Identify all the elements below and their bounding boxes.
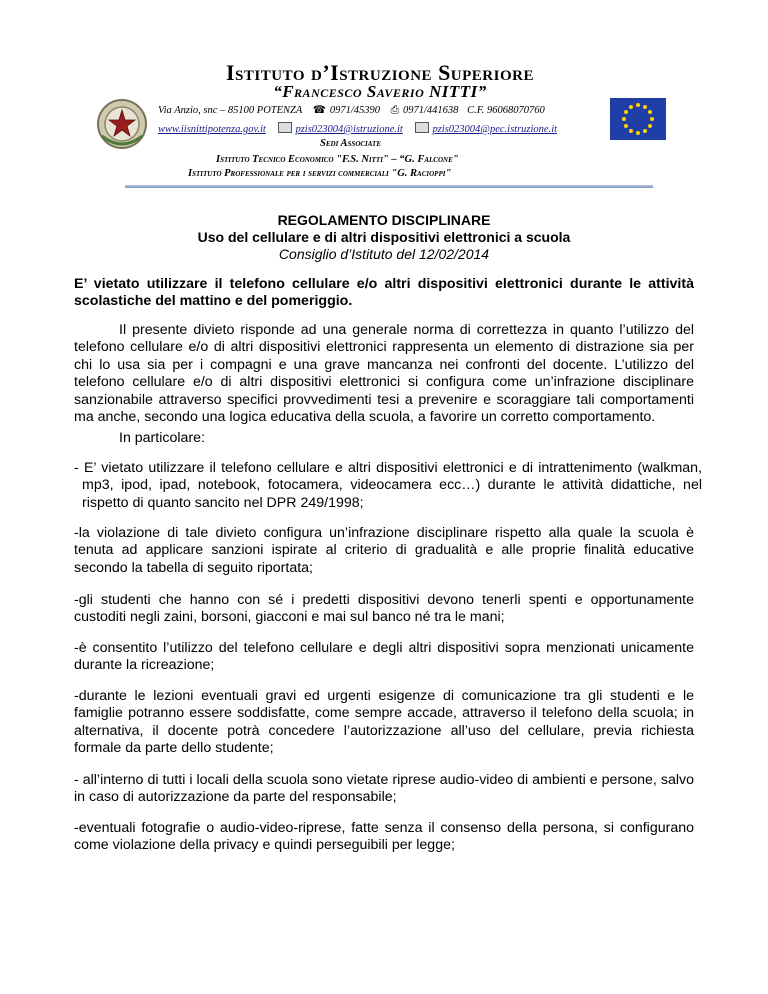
prohibition-statement: E’ vietato utilizzare il telefono cellulare e/o altri dispositivi elettronici durante le attività scolastiche del mattino e del pomeriggio.: [74, 276, 694, 310]
associated-site-2: Istituto Professionale per i servizi commerciali "G. Racioppi": [188, 168, 452, 179]
associated-site-1: Istituto Tecnico Economico "F.S. Nitti" – “G. Falcone": [216, 154, 459, 165]
rule-item: -è consentito l’utilizzo del telefono cellulare e degli altri dispositivi sopra menzionati unicamente durante la ricreazione;: [74, 640, 694, 674]
document-title: REGOLAMENTO DISCIPLINARE: [277, 212, 491, 228]
document-date-line: Consiglio d’Istituto del 12/02/2014: [278, 246, 490, 262]
phone-number: 0971/45390: [329, 105, 380, 116]
institute-heading: Istituto d’Istruzione Superiore: [226, 60, 534, 85]
rule-item: - all’interno di tutti i locali della scuola sono vietate riprese audio-video di ambienti e persone, salvo in caso di autorizzazione da parte del responsabile;: [74, 772, 694, 806]
email-icon: [278, 122, 292, 133]
document-title-block: [0, 212, 768, 263]
in-particolare-label: In particolare:: [119, 430, 205, 446]
address: Via Anzio, snc – 85100 POTENZA: [158, 105, 303, 116]
rule-item: -durante le lezioni eventuali gravi ed urgenti esigenze di comunicazione tra gli studenti e le famiglie potranno essere soddisfatte, come sempre accade, attraverso il telefono della scuola; in alternativa, il docente potrà concedere l’autorizzazione all’uso del cellulare, previa richiesta formale da parte dello studente;: [74, 688, 694, 757]
intro-paragraph: Il presente divieto risponde ad una generale norma di correttezza in quanto l’utilizzo del telefono cellulare e/o di altri dispositivi elettronici rappresenta un elemento di distrazione sia per chi lo usa sia per i compagni e una grave mancanza nei confronti del docente. L’utilizzo del telefono cellulare e/o di altri dispositivi elettronici si configura come un’infrazione disciplinare sanzionabile attraverso specifici provvedimenti tesi a prevenire e scoraggiare tali comportamenti ma anche, secondo una logica educativa della scuola, a favorire un corretto comportamento.: [74, 322, 694, 426]
rule-item: -gli studenti che hanno con sé i predetti dispositivi devono tenerli spenti e opportunamente custoditi negli zaini, borsoni, giacconi e mai sul banco né tra le mani;: [74, 592, 694, 626]
document-subtitle: Uso del cellulare e di altri dispositivi elettronici a scuola: [197, 229, 571, 245]
italian-republic-emblem: [94, 96, 150, 152]
eu-flag-icon: [610, 98, 666, 140]
contacts-line: [158, 122, 557, 135]
address-line: [158, 104, 545, 117]
pec-icon: [415, 122, 429, 133]
rule-item: -la violazione di tale divieto configura un’infrazione disciplinare rispetto alla quale la scuola è tenuta ad applicare sanzioni ispirate al criterio di gradualità e alle proprie finalità educative secondo la tabella di seguito riportata;: [74, 525, 694, 576]
pec-link[interactable]: pzis023004@pec.istruzione.it: [432, 124, 558, 135]
fax-number: 0971/441638: [403, 105, 459, 116]
rule-item: - E’ vietato utilizzare il telefono cellulare e altri dispositivi elettronici e di intrattenimento (walkman, mp3, ipod, ipad, notebook, fotocamera, videocamera ecc…) durante le attività didattiche, nel rispetto di quanto sancito nel DPR 249/1998;: [74, 460, 702, 511]
associated-sites-heading: Sedi Associate: [320, 138, 381, 149]
phone-icon: ☎: [312, 105, 326, 116]
email-link[interactable]: pzis023004@istruzione.it: [295, 124, 403, 135]
institute-name: “Francesco Saverio NITTI”: [273, 82, 487, 101]
rule-item: -eventuali fotografie o audio-video-riprese, fatte senza il consenso della persona, si configurano come violazione della privacy e quindi perseguibili per legge;: [74, 820, 694, 854]
tax-code: C.F. 96068070760: [467, 105, 545, 116]
fax-icon: ⎙: [390, 105, 400, 116]
letterhead-divider: [125, 185, 653, 188]
website-link[interactable]: www.iisnittipotenza.gov.it: [158, 124, 266, 135]
